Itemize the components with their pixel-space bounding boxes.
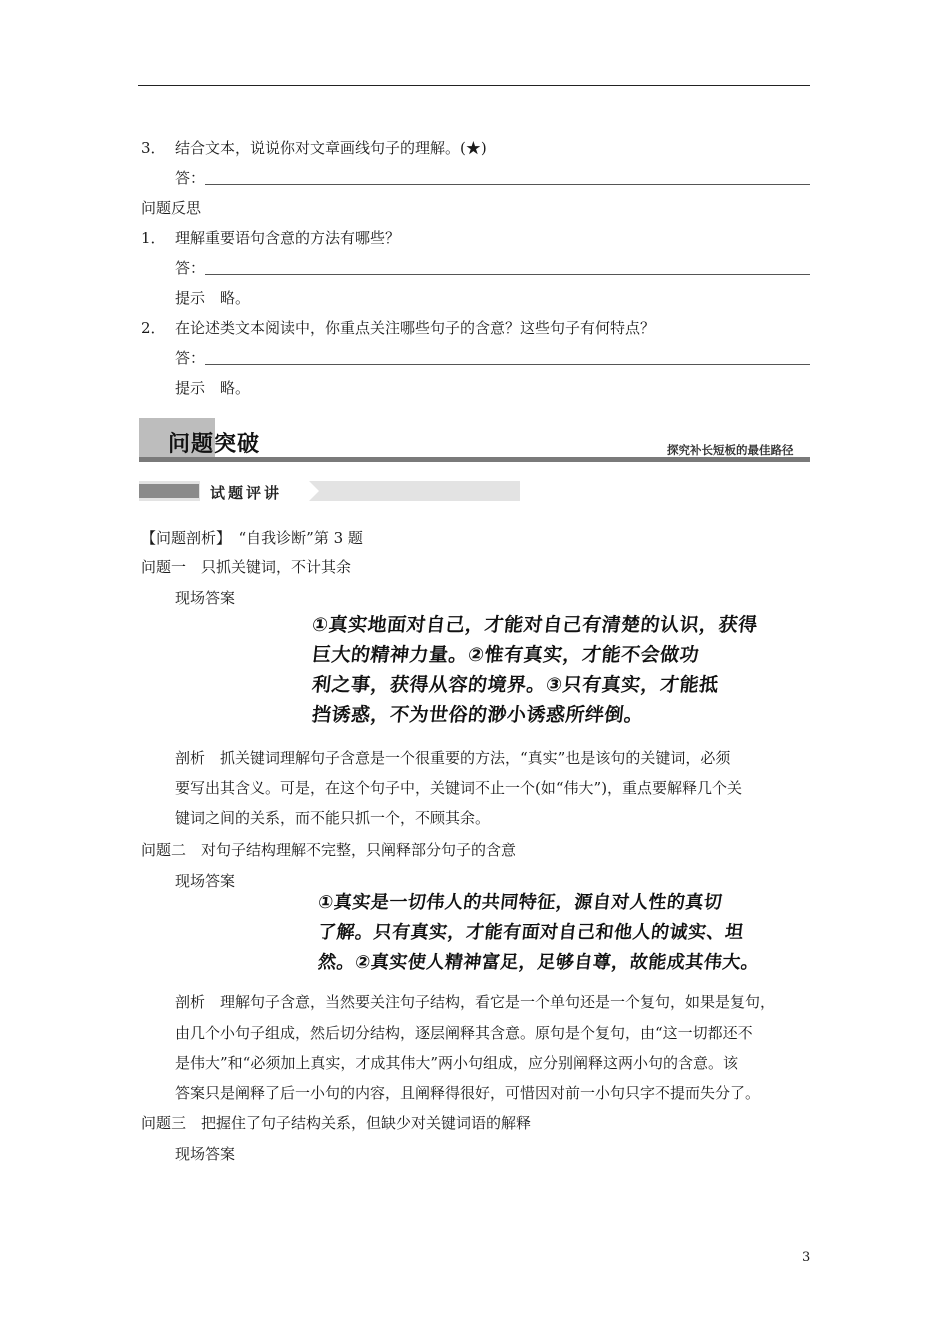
reflection-1-answer-label: 答： [175,259,206,277]
problem-1-live-label: 现场答案 [175,589,236,607]
problem-2-analysis-line: 答案只是阐释了后一小句的内容，且阐释得很好，可惜因对前一小句只字不提而失分了。 [175,1084,761,1102]
problem-3-live-label: 现场答案 [175,1145,236,1163]
question-3-number: 3． [141,139,166,157]
reflection-heading: 问题反思 [141,199,202,217]
handwriting-line: 挡诱惑，不为世俗的渺小诱惑所绊倒。 [310,704,645,726]
handwriting-line: ①真实是一切伟人的共同特征，源自对人性的真切 [316,892,724,913]
question-3-answer-line[interactable] [205,184,810,185]
reflection-2-text: 在论述类文本阅读中，你重点关注哪些句子的含意？这些句子有何特点？ [175,319,656,337]
problem-2-analysis-line: 是伟大”和“必须加上真实，才成其伟大”两小句组成，应分别阐释这两小句的含意。该 [175,1054,739,1072]
banner-title: 问题突破 [168,432,261,457]
problem-2-analysis-line: 剖析 理解句子含意，当然要关注句子结构，看它是一个单句还是一个复句，如果是复句， [175,993,776,1011]
review-label-dark-block [139,484,199,498]
handwriting-line: 然。②真实使人精神富足，足够自尊，故能成其伟大。 [316,952,761,973]
handwriting-line: 了解。只有真实，才能有面对自己和他人的诚实、坦 [316,922,745,943]
problem-2-live-label: 现场答案 [175,872,236,890]
reflection-2-answer-line[interactable] [205,364,810,365]
handwriting-line: 巨大的精神力量。②惟有真实，才能不会做功 [310,644,701,666]
problem-3-title: 问题三 把握住了句子结构关系，但缺少对关键词语的解释 [141,1114,532,1132]
reflection-1-hint: 提示 略。 [175,289,251,307]
problem-1-title: 问题一 只抓关键词，不计其余 [141,558,352,576]
problem-2-title: 问题二 对句子结构理解不完整，只阐释部分句子的含意 [141,841,517,859]
problem-1-analysis-line: 要写出其含义。可是，在这个句子中，关键词不止一个(如“伟大”)，重点要解释几个关 [175,779,743,797]
question-3-text: 结合文本，说说你对文章画线句子的理解。(★) [175,139,487,157]
review-label-arrow [297,481,319,501]
reflection-2-answer-label: 答： [175,349,206,367]
question-3-answer-label: 答： [175,169,206,187]
page-number: 3 [802,1250,811,1265]
header-rule [138,85,810,86]
handwriting-line: 利之事，获得从容的境界。③只有真实，才能抵 [310,674,720,696]
banner-subtitle: 探究补长短板的最佳路径 [667,443,794,457]
reflection-1-answer-line[interactable] [205,274,810,275]
review-label: 试题评讲 [210,484,283,502]
problem-2-analysis-line: 由几个小句子组成，然后切分结构，逐层阐释其含意。原句是个复句，由“这一切都还不 [175,1024,753,1042]
analysis-header: 【问题剖析】 “自我诊断”第 3 题 [141,529,363,547]
reflection-1-text: 理解重要语句含意的方法有哪些？ [175,229,401,247]
problem-2-handwritten-answer [318,888,759,978]
reflection-2-hint: 提示 略。 [175,379,251,397]
problem-1-analysis-line: 剖析 抓关键词理解句子含意是一个很重要的方法，“真实”也是该句的关键词，必须 [175,749,731,767]
reflection-1-number: 1． [141,229,166,247]
problem-1-analysis-line: 键词之间的关系，而不能只抓一个，不顾其余。 [175,809,491,827]
problem-1-handwritten-answer [312,610,758,730]
reflection-2-number: 2． [141,319,166,337]
handwriting-line: ①真实地面对自己，才能对自己有清楚的认识，获得 [310,614,759,636]
